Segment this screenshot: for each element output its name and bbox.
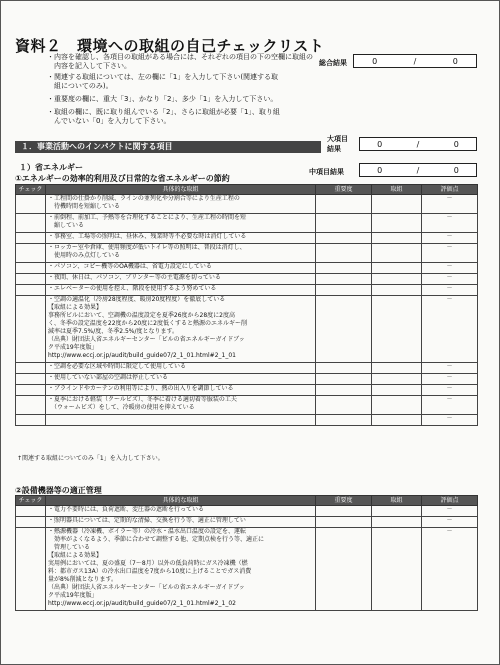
importance-cell[interactable] xyxy=(316,517,372,528)
score-cell: － xyxy=(422,274,478,285)
instruction-line: ・取組の欄に、既に取り組んでいる「2」、さらに取組が必要「1」、取り組 xyxy=(47,108,280,116)
importance-cell[interactable] xyxy=(316,214,372,233)
score-cell: － xyxy=(422,244,478,263)
score-cell: － xyxy=(422,506,478,517)
effort-cell[interactable] xyxy=(372,374,422,385)
header-score: 評価点 xyxy=(422,496,478,506)
table-row xyxy=(16,415,478,426)
subsection-efficient-use: ①エネルギーの効率的利用及び日常的な省エネルギーの節約 xyxy=(15,174,230,183)
content-cell[interactable]: ・ロッカー室や倉庫、使用頻度が低いトイレ等の照明は、普段は消灯し、 使用時のみ点灯している xyxy=(46,244,316,263)
score-cell: － xyxy=(422,374,478,385)
effort-cell[interactable] xyxy=(372,233,422,244)
content-cell[interactable]: ・エレベーターの使用を控え、階段を使用するよう努めている xyxy=(46,285,316,296)
header-content: 具体的な取組 xyxy=(46,496,316,506)
effort-cell[interactable] xyxy=(372,285,422,296)
effort-cell[interactable] xyxy=(372,244,422,263)
major-score-denom: 0 xyxy=(453,139,459,149)
table-row xyxy=(16,363,478,374)
score-cell: － xyxy=(422,415,478,426)
table-row xyxy=(16,233,478,244)
importance-cell[interactable] xyxy=(316,363,372,374)
footnote: ↑関連する取組についてのみ「1」を入力して下さい。 xyxy=(17,455,164,462)
importance-cell[interactable] xyxy=(316,296,372,363)
importance-cell[interactable] xyxy=(316,285,372,296)
effort-cell[interactable] xyxy=(372,363,422,374)
overall-score-box xyxy=(353,54,477,68)
table-row xyxy=(16,244,478,263)
importance-cell[interactable] xyxy=(316,415,372,426)
header-effort: 取組 xyxy=(372,185,422,195)
content-cell[interactable]: ・ブラインドやカーテンの利用等により、熱の出入りを調節している xyxy=(46,385,316,396)
overall-score-sep: / xyxy=(413,56,417,66)
effort-cell[interactable] xyxy=(372,214,422,233)
table-row xyxy=(16,274,478,285)
importance-cell[interactable] xyxy=(316,244,372,263)
table-row xyxy=(16,263,478,274)
table-row xyxy=(16,385,478,396)
importance-cell[interactable] xyxy=(316,385,372,396)
overall-score-value: 0 xyxy=(372,56,378,66)
score-cell: － xyxy=(422,285,478,296)
importance-cell[interactable] xyxy=(316,396,372,415)
table-row xyxy=(16,195,478,214)
score-cell: － xyxy=(422,517,478,528)
check-cell[interactable] xyxy=(16,263,46,274)
effort-cell[interactable] xyxy=(372,296,422,363)
major-score-sep: / xyxy=(416,139,420,149)
score-cell: － xyxy=(422,296,478,363)
check-cell[interactable] xyxy=(16,363,46,374)
content-cell[interactable]: ・照明器具については、定期的な清掃、交換を行う等、適正に管理してい xyxy=(46,517,316,528)
effort-cell[interactable] xyxy=(372,415,422,426)
middle-score-denom: 0 xyxy=(453,165,459,175)
header-content: 具体的な取組 xyxy=(46,185,316,195)
instruction-line: 組についてのみ)。 xyxy=(47,82,113,90)
table-row xyxy=(16,214,478,233)
section-1-title: １．事業活動へのインパクトに関する項目 xyxy=(15,141,321,153)
importance-cell[interactable] xyxy=(316,233,372,244)
content-cell[interactable]: ・熱源機器（冷凍機、ボイラー等）の冷水・温水出口温度の設定を、運転 効率がよくなるよう、季節に合わせて調整する他、定期点検を行う等、適正に 管理している 【取組による効果】 実用例においては、夏の盛夏（7～8月）以外の低負荷時にガス冷凍機（燃 料：都市ガス13A）の冷水出口温度を7度から10度に上げることでガス消費 量が8%削減となります。 （出典）財団法人省エネルギーセンター「ビルの省エネルギーガイドブッ ク平成19年度版」 http://www.eccj.or.jp/audit/build_guide07/2_1_01.html#2_1_02 xyxy=(46,528,316,611)
content-cell[interactable]: ・夜間、休日は、パソコン、プリンター等の主電源を切っている xyxy=(46,274,316,285)
check-cell[interactable] xyxy=(16,506,46,517)
check-cell[interactable] xyxy=(16,396,46,415)
score-cell: － xyxy=(422,363,478,374)
importance-cell[interactable] xyxy=(316,374,372,385)
effort-cell[interactable] xyxy=(372,263,422,274)
header-effort: 取組 xyxy=(372,496,422,506)
check-cell[interactable] xyxy=(16,528,46,611)
content-cell[interactable]: ・夏季における軽装（クールビズ）、冬季に着ける適切着等服装の工夫 （ウォームビズ）をして、冷暖房の使用を抑えている xyxy=(46,396,316,415)
header-check: チェック xyxy=(16,185,46,195)
instruction-line: 内容を記入して下さい。 xyxy=(47,62,131,70)
importance-cell[interactable] xyxy=(316,263,372,274)
content-cell[interactable]: ・前倒程、前加工、予熱等を合理化することにより、生産工程の時間を短 縮している xyxy=(46,214,316,233)
table-header-row xyxy=(16,496,478,506)
major-score-label: 大項目 xyxy=(327,135,348,143)
middle-score-value: 0 xyxy=(377,165,383,175)
check-cell[interactable] xyxy=(16,274,46,285)
middle-score-label: 中項目結果 xyxy=(309,168,344,176)
content-cell[interactable]: ・空調を必要な区域や時間に限定して使用している xyxy=(46,363,316,374)
content-cell[interactable]: ・空調の適温化（冷房28度程度、暖房20度程度）を徹底している 【取組による効果】 事務所ビルにおいて、空調機の温度設定を夏季26度から28度に2度高 く、冬季の設定温度を22度から20度に2度低くすると熱源のエネルギー削 減率は夏季7.5%/度、冬季2.5%/度となります。 （出典）財団法人省エネルギーセンター「ビルの省エネルギーガイドブッ ク平成19年度版」 http://www.eccj.or.jp/audit/build_guide07/2_1_01.html#2_1_01 xyxy=(46,296,316,363)
check-cell[interactable] xyxy=(16,214,46,233)
table-header-row xyxy=(16,185,478,195)
overall-score-denom: 0 xyxy=(452,56,458,66)
header-importance: 重要度 xyxy=(316,185,372,195)
effort-cell[interactable] xyxy=(372,506,422,517)
page-title: 資料２ 環境への取組の自己チェックリスト xyxy=(15,37,325,55)
score-cell: － xyxy=(422,385,478,396)
instruction-line: ・内容を確認し、各項目の取組がある場合には、それぞれの項目の下の空欄に取組の xyxy=(47,53,313,61)
score-cell: － xyxy=(422,214,478,233)
effort-cell[interactable] xyxy=(372,517,422,528)
table-row xyxy=(16,296,478,363)
effort-cell[interactable] xyxy=(372,396,422,415)
effort-cell[interactable] xyxy=(372,528,422,611)
score-cell: － xyxy=(422,195,478,214)
major-score-label-2: 結果 xyxy=(327,145,341,153)
checklist-table-1 xyxy=(15,184,478,426)
middle-score-sep: / xyxy=(416,165,420,175)
score-cell: － xyxy=(422,263,478,274)
check-cell[interactable] xyxy=(16,296,46,363)
effort-cell[interactable] xyxy=(372,385,422,396)
content-cell[interactable]: ・事務室、工場等の照明は、昼休み、残業時等不必要な時は消灯している xyxy=(46,233,316,244)
effort-cell[interactable] xyxy=(372,274,422,285)
score-cell: － xyxy=(422,396,478,415)
header-score: 評価点 xyxy=(422,185,478,195)
importance-cell[interactable] xyxy=(316,195,372,214)
subsection-energy: １）省エネルギー xyxy=(19,163,83,172)
table-row xyxy=(16,528,478,611)
check-cell[interactable] xyxy=(16,385,46,396)
check-cell[interactable] xyxy=(16,285,46,296)
header-check: チェック xyxy=(16,496,46,506)
table-row xyxy=(16,285,478,296)
check-cell[interactable] xyxy=(16,233,46,244)
score-cell: － xyxy=(422,528,478,611)
score-cell: － xyxy=(422,233,478,244)
table-row xyxy=(16,396,478,415)
subsection-equipment: ②設備機器等の適正管理 xyxy=(15,486,102,495)
check-cell[interactable] xyxy=(16,244,46,263)
table-row xyxy=(16,374,478,385)
content-cell[interactable]: ・電力不要時には、負荷遮断、変圧器の遮断を行っている xyxy=(46,506,316,517)
header-importance: 重要度 xyxy=(316,496,372,506)
check-cell[interactable] xyxy=(16,517,46,528)
check-cell[interactable] xyxy=(16,374,46,385)
effort-cell[interactable] xyxy=(372,195,422,214)
importance-cell[interactable] xyxy=(316,274,372,285)
middle-score-box xyxy=(359,163,477,177)
check-cell[interactable] xyxy=(16,415,46,426)
importance-cell[interactable] xyxy=(316,528,372,611)
checklist-table-2 xyxy=(15,495,478,611)
major-score-value: 0 xyxy=(377,139,383,149)
table-row xyxy=(16,506,478,517)
major-score-box xyxy=(359,137,477,151)
content-cell[interactable] xyxy=(46,415,316,426)
importance-cell[interactable] xyxy=(316,506,372,517)
content-cell[interactable]: ・パソコン、コピー機等のOA機器は、省電力設定にしている xyxy=(46,263,316,274)
content-cell[interactable]: ・使用していない部屋の空調は停止している xyxy=(46,374,316,385)
instruction-line: ・関連する取組については、左の欄に「1」を入力して下さい(関連する取 xyxy=(47,73,279,81)
overall-score-label: 総合結果 xyxy=(319,59,347,67)
table-row xyxy=(16,517,478,528)
check-cell[interactable] xyxy=(16,195,46,214)
instruction-line: ・重要度の欄に、重大「3」、かなり「2」、多少「1」を入力して下さい。 xyxy=(47,95,278,103)
content-cell[interactable]: ・工程間の仕掛かり削減、ラインの並列化や分割合等により生産工程の 待機時間を短縮している xyxy=(46,195,316,214)
instruction-line: んでいない「0」を入力して下さい。 xyxy=(47,117,171,125)
